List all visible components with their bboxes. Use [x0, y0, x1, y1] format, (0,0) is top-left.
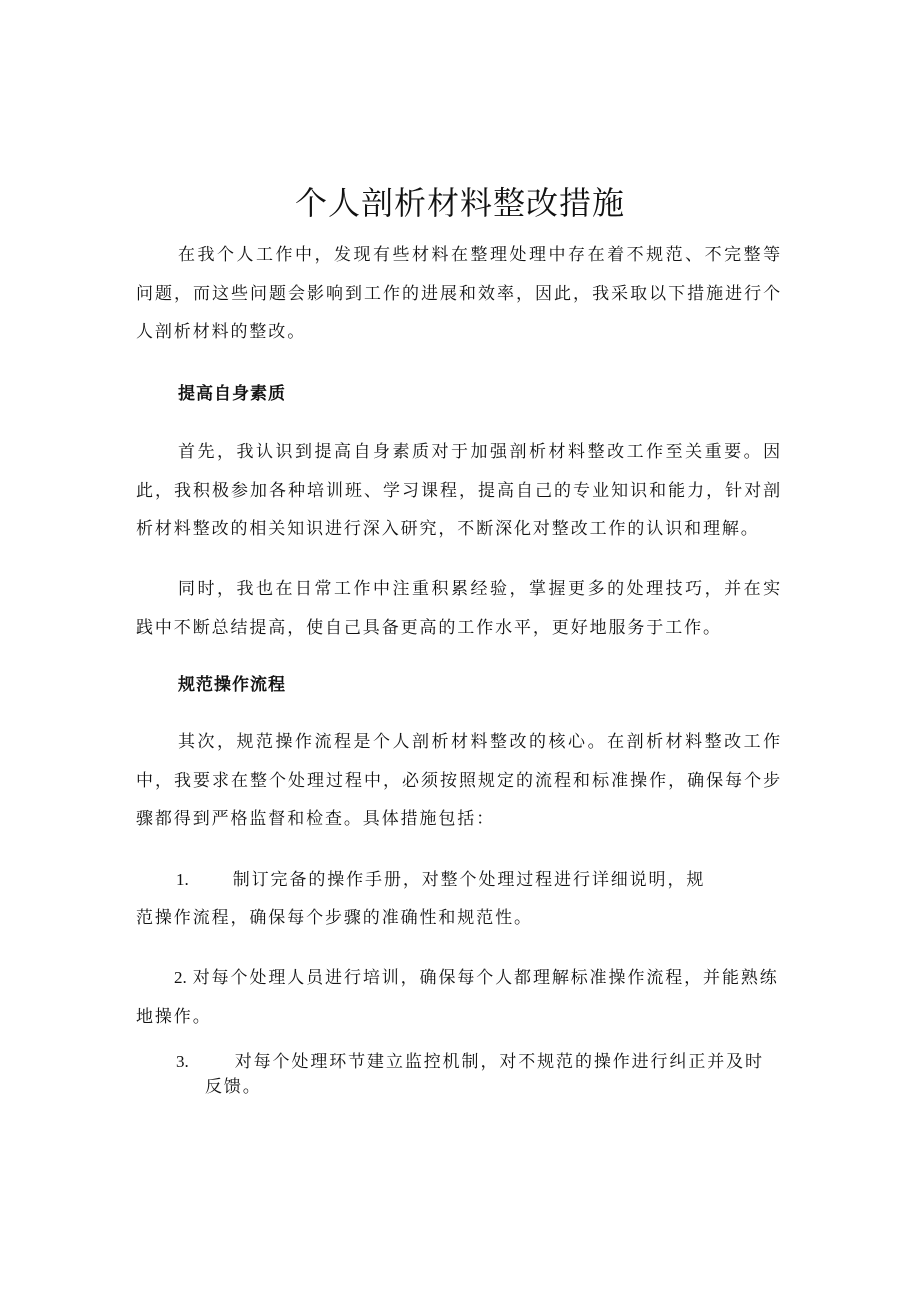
list-item-text: 对每个处理环节建立监控机制，对不规范的操作进行纠正并及时 [234, 1052, 764, 1072]
list-item-text: 对每个处理人员进行培训，确保每个人都理解标准操作流程，并能熟练 [192, 968, 779, 988]
intro-paragraph: 在我个人工作中，发现有些材料在整理处理中存在着不规范、不完整等问题，而这些问题会影响到工作的进展和效率，因此，我采取以下措施进行个人剖析材料的整改。 [136, 245, 782, 342]
section1-paragraph-1: 首先，我认识到提高自身素质对于加强剖析材料整改工作至关重要。因此，我积极参加各种培训班、学习课程，提高自己的专业知识和能力，针对剖析材料整改的相关知识进行深入研究，不断深化对整改工作的认识和理解。 [136, 442, 782, 539]
section-heading-standardize-process: 规范操作流程 [178, 675, 286, 695]
list-item-number: 2. [174, 968, 187, 987]
list-item-number: 1. [176, 870, 189, 889]
section2-paragraph-1: 其次，规范操作流程是个人剖析材料整改的核心。在剖析材料整改工作中，我要求在整个处理过程中，必须按照规定的流程和标准操作，确保每个步骤都得到严格监督和检查。具体措施包括： [136, 732, 782, 829]
section-heading-improve-quality: 提高自身素质 [178, 384, 286, 404]
list-item-2-line-2: 地操作。 [136, 1007, 212, 1027]
document-title: 个人剖析材料整改措施 [294, 184, 625, 222]
section1-paragraph-2: 同时，我也在日常工作中注重积累经验，掌握更多的处理技巧，并在实践中不断总结提高，使自己具备更高的工作水平，更好地服务于工作。 [136, 579, 782, 638]
list-item-1-line-1 [176, 861, 705, 900]
list-item-3-line-1 [176, 1043, 764, 1082]
list-item-text: 制订完备的操作手册，对整个处理过程进行详细说明，规 [232, 870, 706, 890]
list-item-1-line-2: 范操作流程，确保每个步骤的准确性和规范性。 [136, 908, 533, 928]
list-item-2-line-1 [174, 959, 779, 998]
list-item-3-line-2: 反馈。 [205, 1077, 262, 1097]
list-item-number: 3. [176, 1052, 189, 1071]
